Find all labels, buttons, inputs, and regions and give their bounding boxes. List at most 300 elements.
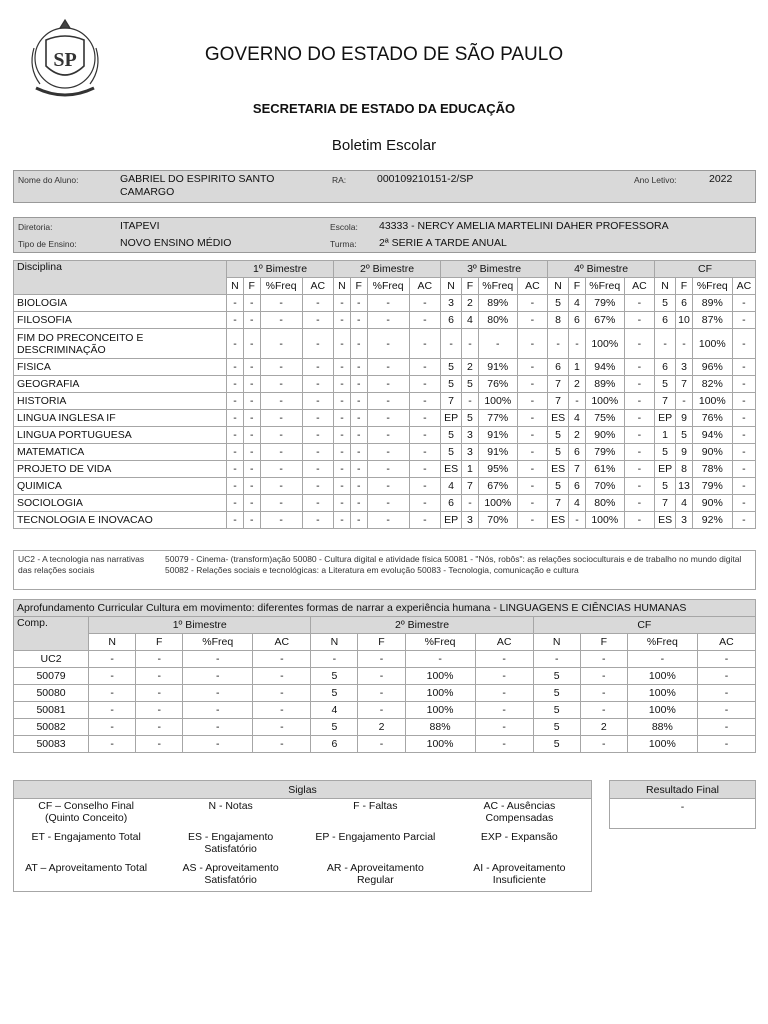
- component-cell: -: [358, 685, 405, 702]
- grade-cell: -: [409, 312, 440, 329]
- grade-cell: -: [462, 329, 479, 359]
- grade-cell: -: [243, 376, 260, 393]
- grade-cell: 76%: [692, 410, 732, 427]
- column-header: %Freq: [183, 634, 253, 651]
- siglas-row: [14, 799, 592, 830]
- grade-cell: -: [517, 410, 547, 427]
- grade-cell: -: [732, 495, 755, 512]
- grade-cell: -: [227, 512, 244, 529]
- column-header: N: [548, 278, 569, 295]
- grade-cell: -: [302, 410, 333, 427]
- grade-cell: -: [302, 359, 333, 376]
- component-cell: -: [253, 736, 311, 753]
- discipline-name: FISICA: [14, 359, 227, 376]
- grade-cell: 2: [569, 427, 586, 444]
- column-header: %Freq: [692, 278, 732, 295]
- grade-cell: -: [517, 329, 547, 359]
- grade-cell: -: [350, 376, 367, 393]
- component-cell: -: [183, 736, 253, 753]
- grade-cell: -: [367, 312, 409, 329]
- grade-cell: -: [350, 295, 367, 312]
- grade-cell: EP: [441, 410, 462, 427]
- grade-cell: -: [409, 295, 440, 312]
- component-cell: -: [697, 736, 755, 753]
- grade-cell: -: [409, 512, 440, 529]
- column-header: F: [358, 634, 405, 651]
- grade-cell: 6: [655, 359, 676, 376]
- year-label: Ano Letivo:: [634, 175, 677, 185]
- grade-cell: -: [260, 410, 302, 427]
- grade-cell: -: [334, 312, 351, 329]
- grade-cell: -: [367, 295, 409, 312]
- column-header: AC: [517, 278, 547, 295]
- grade-cell: -: [732, 444, 755, 461]
- grade-cell: -: [624, 329, 654, 359]
- component-code: 50080: [14, 685, 89, 702]
- component-cell: 6: [311, 736, 358, 753]
- grade-cell: EP: [655, 461, 676, 478]
- grade-cell: 67%: [585, 312, 624, 329]
- grade-cell: -: [409, 359, 440, 376]
- svg-text:SP: SP: [53, 49, 77, 71]
- grade-cell: -: [367, 495, 409, 512]
- component-code: 50081: [14, 702, 89, 719]
- grade-cell: 7: [462, 478, 479, 495]
- grade-cell: -: [367, 461, 409, 478]
- discipline-name: TECNOLOGIA E INOVACAO: [14, 512, 227, 529]
- component-cell: -: [697, 719, 755, 736]
- grade-cell: -: [517, 359, 547, 376]
- component-cell: -: [580, 702, 627, 719]
- grade-cell: -: [517, 478, 547, 495]
- grade-row: [14, 312, 756, 329]
- discipline-name: FIM DO PRECONCEITO E DESCRIMINAÇÃO: [14, 329, 227, 359]
- grade-cell: -: [367, 512, 409, 529]
- grade-cell: 2: [462, 295, 479, 312]
- component-cell: -: [183, 702, 253, 719]
- component-row: [14, 668, 756, 685]
- component-cell: 100%: [405, 668, 475, 685]
- aprofundamento-title: Aprofundamento Curricular Cultura em movimento: diferentes formas de narrar a experiência humana - LINGUAGENS E CIÊNCIAS HUMANAS: [14, 600, 756, 617]
- component-cell: -: [183, 651, 253, 668]
- column-header: N: [227, 278, 244, 295]
- column-header: F: [136, 634, 183, 651]
- grade-cell: 82%: [692, 376, 732, 393]
- grade-cell: 3: [676, 512, 693, 529]
- sigla-item: AS - Aproveitamento Satisfatório: [182, 861, 279, 886]
- grade-cell: -: [517, 376, 547, 393]
- grade-cell: -: [227, 312, 244, 329]
- grade-row: [14, 512, 756, 529]
- grade-cell: 5: [655, 376, 676, 393]
- period-header: 4º Bimestre: [548, 261, 655, 278]
- aprofundamento-table: [13, 599, 756, 753]
- component-cell: -: [311, 651, 358, 668]
- grade-cell: -: [350, 512, 367, 529]
- ensino-label: Tipo de Ensino:: [18, 239, 77, 249]
- grade-cell: -: [243, 410, 260, 427]
- component-cell: -: [253, 685, 311, 702]
- grade-cell: -: [409, 444, 440, 461]
- grade-cell: 100%: [585, 512, 624, 529]
- column-header: F: [569, 278, 586, 295]
- grade-cell: -: [302, 329, 333, 359]
- column-header: F: [243, 278, 260, 295]
- component-row: [14, 651, 756, 668]
- grade-cell: 6: [569, 444, 586, 461]
- grade-cell: 5: [441, 444, 462, 461]
- grade-cell: 4: [569, 410, 586, 427]
- grade-cell: -: [624, 376, 654, 393]
- grade-cell: -: [260, 393, 302, 410]
- grade-cell: -: [227, 359, 244, 376]
- grade-cell: -: [409, 461, 440, 478]
- school-info-box: [13, 217, 756, 253]
- final-result-title: Resultado Final: [610, 781, 756, 799]
- ra-value: 000109210151-2/SP: [377, 173, 474, 185]
- grade-cell: 79%: [585, 444, 624, 461]
- column-header: AC: [624, 278, 654, 295]
- grade-cell: 100%: [478, 393, 517, 410]
- period-header: 3º Bimestre: [441, 261, 548, 278]
- grade-cell: -: [517, 461, 547, 478]
- component-cell: -: [183, 719, 253, 736]
- grade-cell: -: [243, 312, 260, 329]
- grade-cell: -: [334, 512, 351, 529]
- grade-cell: -: [367, 410, 409, 427]
- component-cell: -: [697, 702, 755, 719]
- grade-row: [14, 427, 756, 444]
- grade-cell: -: [367, 444, 409, 461]
- grade-cell: ES: [548, 512, 569, 529]
- grade-cell: 7: [548, 495, 569, 512]
- grade-cell: 80%: [478, 312, 517, 329]
- grade-cell: -: [732, 359, 755, 376]
- grade-cell: -: [624, 478, 654, 495]
- sigla-item: F - Faltas: [353, 800, 398, 812]
- grade-cell: -: [517, 295, 547, 312]
- column-header: %Freq: [627, 634, 697, 651]
- grade-cell: 75%: [585, 410, 624, 427]
- grade-cell: 1: [462, 461, 479, 478]
- grade-cell: -: [655, 329, 676, 359]
- grade-cell: -: [302, 393, 333, 410]
- diretoria-value: ITAPEVI: [120, 220, 160, 232]
- grade-cell: 5: [548, 295, 569, 312]
- grade-row: [14, 393, 756, 410]
- grade-cell: -: [260, 478, 302, 495]
- grade-cell: 100%: [585, 393, 624, 410]
- grade-cell: -: [732, 427, 755, 444]
- component-cell: -: [89, 702, 136, 719]
- grade-row: [14, 495, 756, 512]
- component-cell: -: [533, 651, 580, 668]
- grade-cell: -: [409, 410, 440, 427]
- grade-cell: -: [260, 461, 302, 478]
- grade-cell: -: [227, 461, 244, 478]
- grade-cell: -: [302, 495, 333, 512]
- grade-cell: -: [367, 329, 409, 359]
- grade-cell: 8: [548, 312, 569, 329]
- turma-value: 2ª SERIE A TARDE ANUAL: [379, 237, 507, 249]
- component-cell: -: [475, 685, 533, 702]
- grade-cell: -: [624, 512, 654, 529]
- column-header: AC: [732, 278, 755, 295]
- component-row: [14, 736, 756, 753]
- component-cell: -: [475, 736, 533, 753]
- grade-cell: -: [350, 329, 367, 359]
- discipline-name: HISTORIA: [14, 393, 227, 410]
- grade-cell: -: [227, 478, 244, 495]
- component-cell: 100%: [627, 668, 697, 685]
- grade-row: [14, 444, 756, 461]
- grade-cell: 5: [548, 427, 569, 444]
- grade-cell: -: [227, 427, 244, 444]
- grade-cell: 3: [462, 444, 479, 461]
- grade-cell: ES: [441, 461, 462, 478]
- grade-cell: -: [624, 359, 654, 376]
- component-cell: -: [136, 651, 183, 668]
- grade-cell: 5: [441, 376, 462, 393]
- component-cell: 88%: [627, 719, 697, 736]
- column-header: N: [655, 278, 676, 295]
- component-cell: 5: [533, 668, 580, 685]
- column-header: N: [441, 278, 462, 295]
- grade-cell: -: [732, 410, 755, 427]
- component-cell: -: [697, 651, 755, 668]
- component-cell: -: [253, 651, 311, 668]
- grade-cell: -: [227, 295, 244, 312]
- discipline-name: GEOGRAFIA: [14, 376, 227, 393]
- period-header: 1º Bimestre: [89, 617, 311, 634]
- grade-cell: -: [478, 329, 517, 359]
- grade-cell: -: [624, 495, 654, 512]
- column-header: F: [580, 634, 627, 651]
- grade-cell: 78%: [692, 461, 732, 478]
- grade-cell: -: [350, 359, 367, 376]
- grade-cell: -: [367, 478, 409, 495]
- grade-cell: 5: [441, 427, 462, 444]
- grade-cell: 91%: [478, 359, 517, 376]
- grade-cell: -: [260, 495, 302, 512]
- grade-cell: -: [350, 444, 367, 461]
- grade-cell: 91%: [478, 444, 517, 461]
- component-cell: 5: [533, 719, 580, 736]
- grade-cell: -: [517, 495, 547, 512]
- grade-cell: -: [260, 329, 302, 359]
- grade-cell: 9: [676, 444, 693, 461]
- component-cell: -: [253, 702, 311, 719]
- grade-row: [14, 376, 756, 393]
- grade-row: [14, 478, 756, 495]
- grade-cell: 2: [462, 359, 479, 376]
- component-cell: -: [358, 736, 405, 753]
- sigla-item: CF – Conselho Final (Quinto Conceito): [38, 800, 134, 824]
- discipline-name: BIOLOGIA: [14, 295, 227, 312]
- grade-cell: -: [441, 329, 462, 359]
- grade-cell: -: [334, 329, 351, 359]
- component-code: 50079: [14, 668, 89, 685]
- component-row: [14, 702, 756, 719]
- grade-cell: -: [227, 495, 244, 512]
- final-result-value: -: [610, 799, 756, 829]
- grade-cell: 7: [548, 376, 569, 393]
- component-cell: -: [253, 668, 311, 685]
- grade-cell: 1: [655, 427, 676, 444]
- component-cell: 5: [311, 668, 358, 685]
- grade-cell: -: [462, 495, 479, 512]
- grade-cell: -: [569, 393, 586, 410]
- grade-cell: -: [732, 376, 755, 393]
- grade-cell: -: [302, 512, 333, 529]
- grade-cell: -: [624, 295, 654, 312]
- grade-cell: -: [302, 312, 333, 329]
- grades-table: [13, 260, 756, 529]
- grade-cell: -: [227, 393, 244, 410]
- grade-cell: -: [334, 444, 351, 461]
- ra-label: RA:: [332, 175, 347, 185]
- turma-label: Turma:: [330, 239, 357, 249]
- grade-cell: -: [624, 427, 654, 444]
- period-header: 2º Bimestre: [311, 617, 533, 634]
- grade-cell: 89%: [478, 295, 517, 312]
- component-cell: -: [253, 719, 311, 736]
- component-cell: 100%: [627, 702, 697, 719]
- grade-cell: 5: [441, 359, 462, 376]
- grade-cell: -: [367, 359, 409, 376]
- grade-cell: -: [409, 427, 440, 444]
- grade-cell: 90%: [585, 427, 624, 444]
- grade-cell: 7: [655, 393, 676, 410]
- grade-cell: 9: [676, 410, 693, 427]
- grade-cell: 4: [569, 495, 586, 512]
- component-cell: 5: [311, 719, 358, 736]
- column-header: F: [350, 278, 367, 295]
- grade-cell: 80%: [585, 495, 624, 512]
- grade-cell: 94%: [692, 427, 732, 444]
- grade-cell: 3: [462, 427, 479, 444]
- grade-cell: -: [517, 312, 547, 329]
- discipline-name: SOCIOLOGIA: [14, 495, 227, 512]
- grade-cell: -: [350, 393, 367, 410]
- component-row: [14, 719, 756, 736]
- grade-cell: -: [260, 512, 302, 529]
- component-cell: -: [89, 736, 136, 753]
- grade-cell: -: [517, 444, 547, 461]
- grade-cell: -: [624, 393, 654, 410]
- sigla-item: AT – Aproveitamento Total: [25, 861, 148, 874]
- student-name-label: Nome do Aluno:: [18, 175, 79, 185]
- component-cell: -: [580, 685, 627, 702]
- grade-cell: 100%: [585, 329, 624, 359]
- grade-cell: 1: [569, 359, 586, 376]
- grade-cell: EP: [655, 410, 676, 427]
- comp-header: Comp.: [14, 617, 89, 651]
- grade-cell: -: [302, 295, 333, 312]
- grade-cell: 3: [462, 512, 479, 529]
- grade-cell: 90%: [692, 444, 732, 461]
- siglas-row: [14, 830, 592, 861]
- component-cell: 100%: [627, 685, 697, 702]
- grade-cell: -: [243, 359, 260, 376]
- column-header: %Freq: [367, 278, 409, 295]
- component-cell: 88%: [405, 719, 475, 736]
- period-header: 1º Bimestre: [227, 261, 334, 278]
- grade-cell: 4: [441, 478, 462, 495]
- grade-cell: -: [350, 478, 367, 495]
- student-info-box: [13, 170, 756, 203]
- component-cell: -: [183, 668, 253, 685]
- grade-cell: 4: [462, 312, 479, 329]
- grade-cell: -: [732, 478, 755, 495]
- grade-cell: -: [517, 427, 547, 444]
- column-header: %Freq: [405, 634, 475, 651]
- grade-cell: 5: [462, 376, 479, 393]
- grade-cell: 10: [676, 312, 693, 329]
- component-cell: -: [136, 668, 183, 685]
- uc2-components: 50079 - Cinema- (transform)ação 50080 - Cultura digital e atividade física 50081 - "Nós, robôs": as relações socioculturais e de trabalho no mundo digital 50082 - Relações sociais e tecnológicas: a Literatura em evolução 50083 - Tecnologia, comunicação e cultura: [165, 554, 742, 575]
- siglas-title: Siglas: [14, 781, 592, 799]
- grade-cell: -: [243, 478, 260, 495]
- column-header: %Freq: [585, 278, 624, 295]
- grade-cell: -: [302, 427, 333, 444]
- component-cell: -: [136, 685, 183, 702]
- grade-cell: 6: [548, 359, 569, 376]
- component-cell: 100%: [405, 736, 475, 753]
- component-cell: -: [136, 702, 183, 719]
- grade-cell: 7: [676, 376, 693, 393]
- grade-cell: -: [350, 410, 367, 427]
- grade-cell: -: [517, 393, 547, 410]
- grade-cell: -: [409, 393, 440, 410]
- grade-cell: -: [732, 312, 755, 329]
- grade-cell: 89%: [692, 295, 732, 312]
- grade-cell: 5: [548, 444, 569, 461]
- grade-cell: 6: [655, 312, 676, 329]
- grade-cell: -: [732, 512, 755, 529]
- column-header: AC: [697, 634, 755, 651]
- grade-cell: 90%: [692, 495, 732, 512]
- grade-row: [14, 410, 756, 427]
- component-cell: -: [475, 651, 533, 668]
- sigla-item: AI - Aproveitamento Insuficiente: [473, 861, 566, 886]
- grade-cell: -: [243, 495, 260, 512]
- grade-cell: -: [624, 410, 654, 427]
- grade-cell: -: [227, 329, 244, 359]
- grade-cell: 5: [462, 410, 479, 427]
- grade-cell: -: [367, 376, 409, 393]
- grade-cell: -: [227, 376, 244, 393]
- grade-cell: 94%: [585, 359, 624, 376]
- grade-cell: 77%: [478, 410, 517, 427]
- grade-cell: -: [624, 444, 654, 461]
- grade-cell: -: [569, 512, 586, 529]
- grade-cell: 13: [676, 478, 693, 495]
- component-cell: -: [475, 702, 533, 719]
- grade-cell: 7: [548, 393, 569, 410]
- grade-cell: -: [302, 478, 333, 495]
- government-title: GOVERNO DO ESTADO DE SÃO PAULO: [204, 44, 564, 65]
- sigla-item: AR - Aproveitamento Regular: [326, 861, 424, 886]
- siglas-row: [14, 861, 592, 892]
- grade-cell: -: [409, 329, 440, 359]
- grade-cell: -: [243, 427, 260, 444]
- grade-cell: -: [243, 393, 260, 410]
- component-cell: -: [89, 719, 136, 736]
- grade-cell: -: [227, 410, 244, 427]
- component-cell: 4: [311, 702, 358, 719]
- column-header: AC: [409, 278, 440, 295]
